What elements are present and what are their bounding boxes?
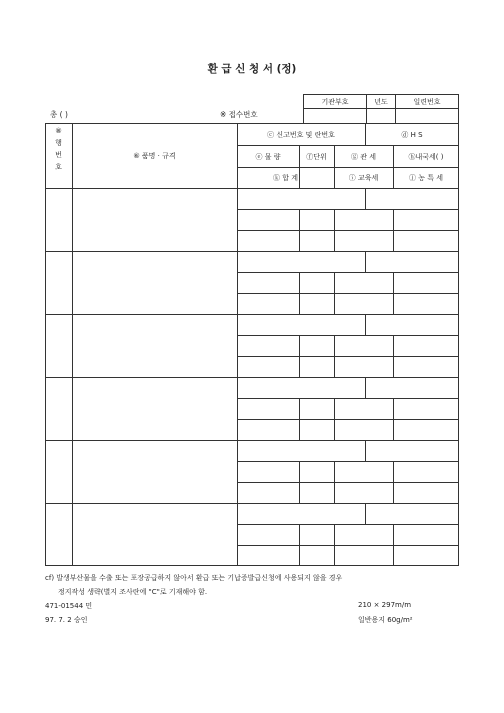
row-divider — [365, 314, 366, 335]
row-group-divider — [45, 503, 459, 504]
row-divider — [365, 440, 366, 461]
row-divider — [365, 188, 366, 209]
item-name-header: ⑥ 품명 · 규격 — [133, 152, 176, 160]
row-subline — [237, 461, 459, 462]
row-group-divider — [45, 377, 459, 378]
row-divider — [299, 272, 300, 314]
table-frame — [45, 123, 459, 566]
education-tax-header: ⓘ 교육세 — [348, 174, 379, 182]
row-group-divider — [45, 251, 459, 252]
row-divider — [334, 398, 335, 440]
row-subline — [237, 524, 459, 525]
serial-no-field[interactable] — [395, 108, 459, 124]
approval-date: 97. 7. 2 승인 — [45, 616, 88, 624]
year-field[interactable] — [366, 108, 396, 124]
row-divider — [299, 335, 300, 377]
form-number: 471-01544 민 — [45, 602, 93, 610]
paper-type: 일반용지 60g/m² — [358, 616, 413, 624]
note-line-2: 정지작성 생략(별지 조사란에 "C"로 기재해야 함. — [58, 588, 208, 596]
hs-header: ⓓ H S — [401, 131, 423, 139]
row-subline — [237, 356, 459, 357]
row-group-divider — [45, 440, 459, 441]
row-divider — [299, 209, 300, 251]
row-divider — [393, 209, 394, 251]
row-subline — [237, 230, 459, 231]
customs-duty-header: ⓖ 관 세 — [351, 153, 376, 161]
unit-header: ⓕ단위 — [306, 153, 327, 161]
row-divider — [365, 503, 366, 524]
agency-code-field[interactable] — [303, 108, 367, 124]
row-divider — [299, 524, 300, 566]
row-subline — [237, 209, 459, 210]
row-divider — [365, 377, 366, 398]
row-divider — [393, 461, 394, 503]
special-tax-header: ⓙ 농 특 세 — [409, 174, 443, 182]
row-subline — [237, 335, 459, 336]
total-header: ⓚ 합 계 — [273, 174, 298, 182]
row-divider — [334, 524, 335, 566]
domestic-tax-header: ⓗ내국세( ) — [408, 153, 444, 161]
note-line-1: cf) 발생부산물을 수출 또는 포장공급하지 않아서 환급 또는 기납증발급신청에 사용되지 않을 경우 — [45, 574, 343, 582]
row-subline — [237, 272, 459, 273]
row-divider — [393, 524, 394, 566]
row-divider — [334, 272, 335, 314]
row-divider — [393, 272, 394, 314]
row-divider — [393, 398, 394, 440]
row-subline — [237, 419, 459, 420]
paper-size: 210 × 297m/m — [358, 601, 412, 609]
row-subline — [237, 482, 459, 483]
row-subline — [237, 293, 459, 294]
quantity-header: ⓔ 물 량 — [255, 153, 281, 161]
serial-no-label: 일련번호 — [395, 94, 459, 109]
year-label: 년도 — [366, 94, 396, 109]
row-divider — [334, 209, 335, 251]
row-divider — [334, 461, 335, 503]
row-subline — [237, 398, 459, 399]
row-divider — [299, 398, 300, 440]
row-divider — [299, 461, 300, 503]
declaration-no-header: ⓒ 신고번호 및 란번호 — [267, 131, 335, 139]
row-divider — [393, 335, 394, 377]
row-group-divider — [45, 314, 459, 315]
row-divider — [365, 251, 366, 272]
page-count-label: 총 ( ) — [50, 110, 68, 119]
agency-code-label: 기관부호 — [303, 94, 367, 109]
row-subline — [237, 545, 459, 546]
form-title: 환 급 신 청 서 (정) — [207, 63, 297, 75]
receipt-number-label: ※ 접수번호 — [220, 110, 258, 119]
row-number-header: ⑧ 행 번 호 — [55, 127, 62, 171]
row-divider — [334, 335, 335, 377]
